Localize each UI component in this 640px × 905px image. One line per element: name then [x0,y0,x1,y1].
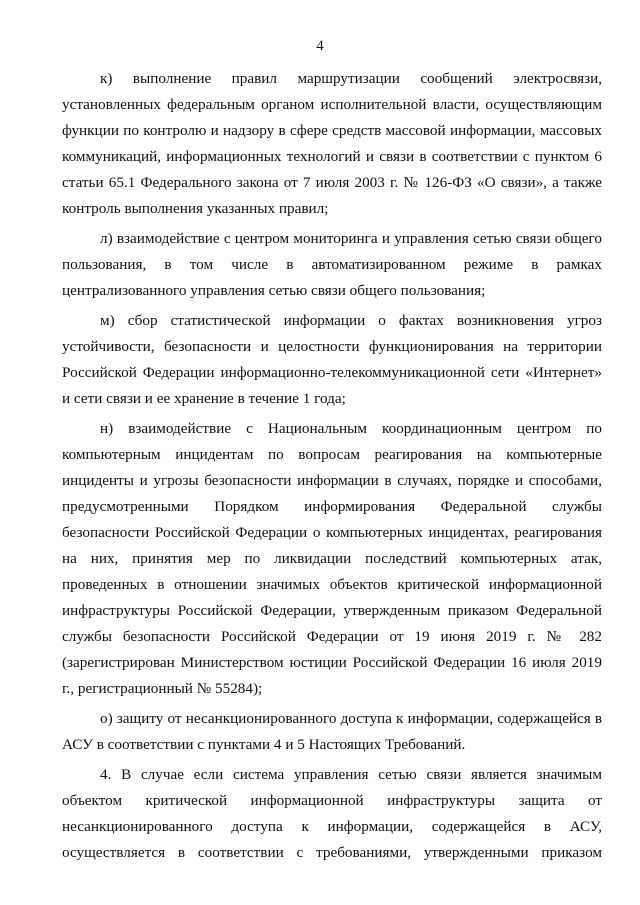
page-number: 4 [316,38,324,54]
document-body [62,66,602,866]
paragraph-m: м) сбор статистической информации о фактах возникновения угроз устойчивости, безопасности и целостности функционирования на территории Российской Федерации информационно-телекоммуникационной сети «Интернет» и сети связи и ее хранение в течение 1 года; [62,312,602,407]
paragraph-l: л) взаимодействие с центром мониторинга и управления сетью связи общего пользования, в том числе в автоматизированном режиме в рамках централизованного управления сетью связи общего пользования; [62,230,602,299]
paragraph-n: н) взаимодействие с Национальным координационным центром по компьютерным инцидентам по вопросам реагирования на компьютерные инциденты и угрозы безопасности информации в случаях, порядке и способами, предусмотренными Порядком информирования Федеральной службы безопасности Российской Федерации о компьютерных инцидентах, реагирования на них, принятия мер по ликвидации последствий компьютерных атак, проведенных в отношении значимых объектов критической информационной инфраструктуры Российской Федерации, утвержденным приказом Федеральной службы безопасности Российской Федерации от 19 июня 2019 г. № 282 (зарегистрирован Министерством юстиции Российской Федерации 16 июля 2019 г., регистрационный № 55284); [62,420,602,697]
paragraph-o: о) защиту от несанкционированного доступа к информации, содержащейся в АСУ в соответствии с пунктами 4 и 5 Настоящих Требований. [62,710,602,753]
paragraph-k: к) выполнение правил маршрутизации сообщений электросвязи, установленных федеральным органом исполнительной власти, осуществляющим функции по контролю и надзору в сфере средств массовой информации, массовых коммуникаций, информационных технологий и связи в соответствии с пунктом 6 статьи 65.1 Федерального закона от 7 июля 2003 г. № 126-ФЗ «О связи», а также контроль выполнения указанных правил; [62,70,602,217]
paragraph-4: 4. В случае если система управления сетью связи является значимым объектом критической информационной инфраструктуры защита от несанкционированного доступа к информации, содержащейся в АСУ, осуществляется в соответствии с требованиями, утвержденными приказом [62,766,602,861]
